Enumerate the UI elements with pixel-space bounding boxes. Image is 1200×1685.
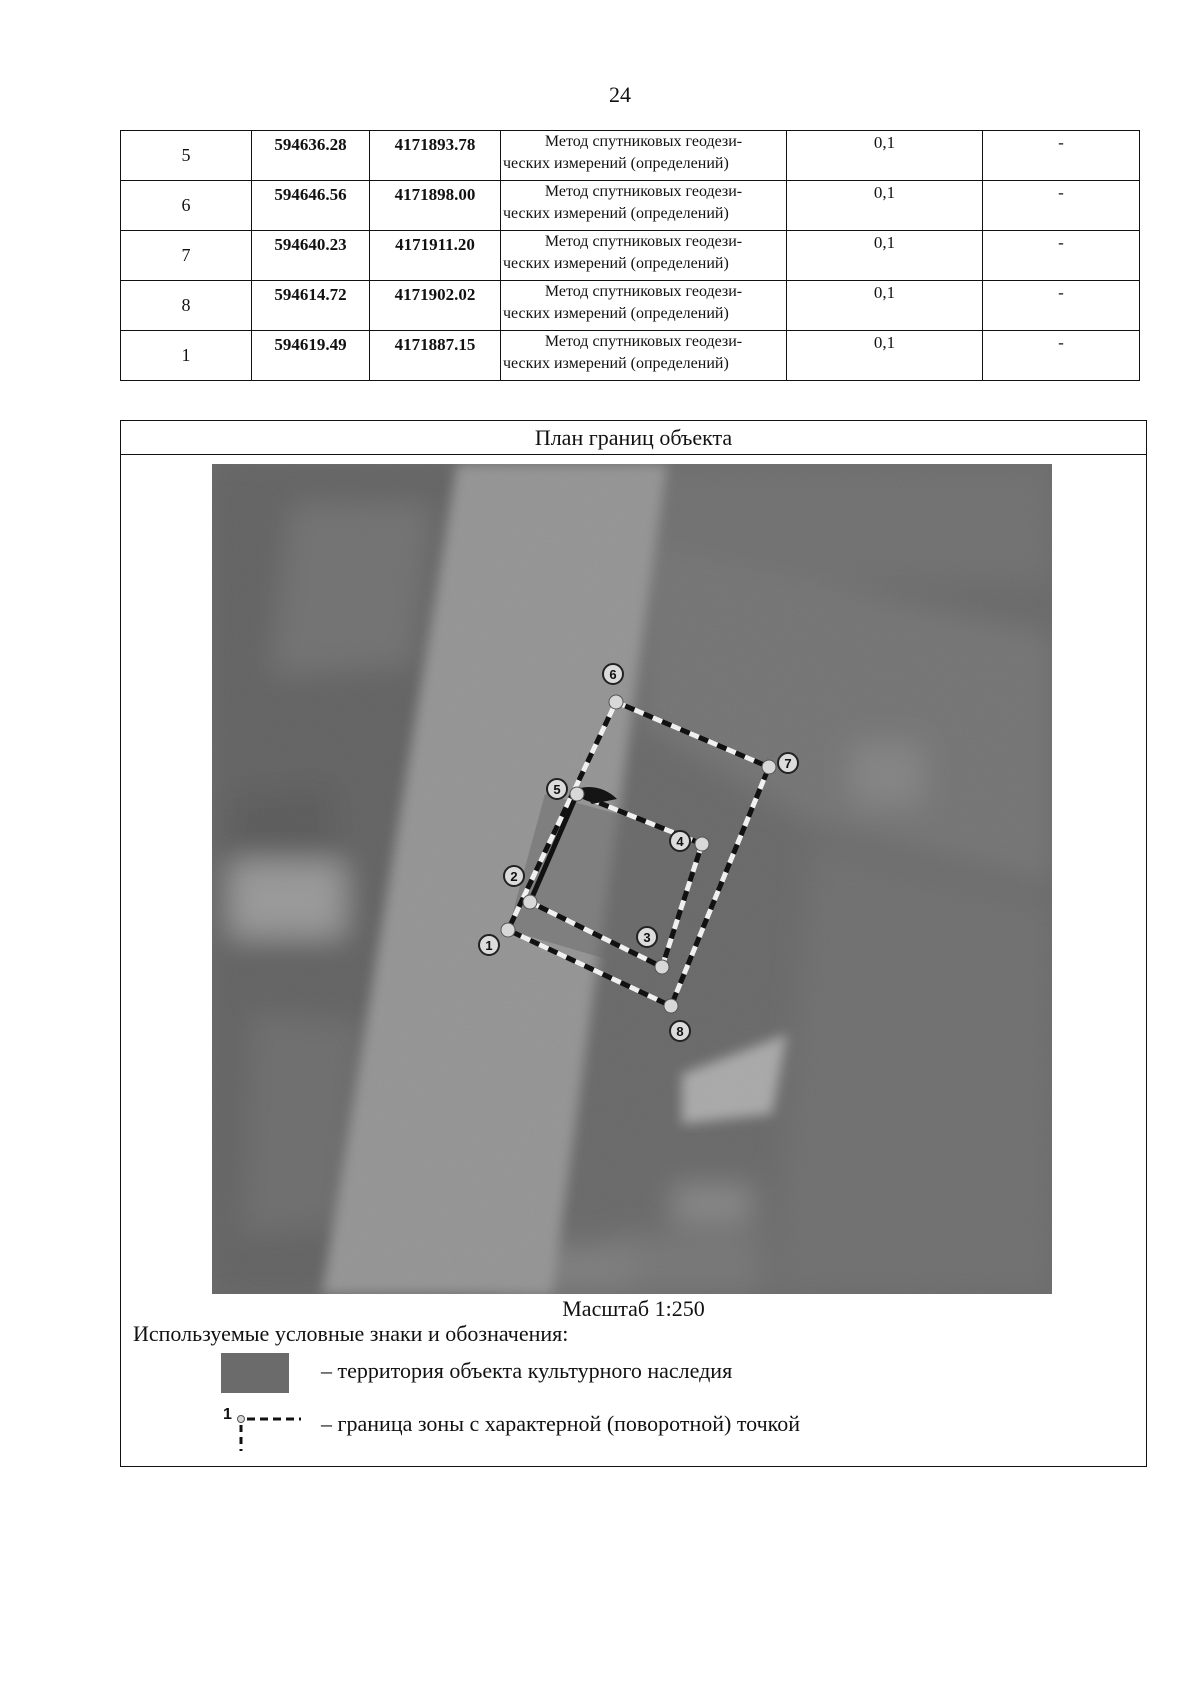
point-label-3	[637, 927, 657, 947]
method-line-1: Метод спутниковых геодези-	[544, 333, 743, 350]
satellite-map	[212, 464, 1052, 1294]
svg-text:1: 1	[485, 938, 493, 953]
method-line-2: ческих измерений (определений)	[503, 355, 729, 372]
point-number-cell: 6	[121, 181, 252, 231]
method-cell	[501, 131, 787, 181]
point-number-cell: 1	[121, 331, 252, 381]
x-coordinate-cell: 594646.56	[252, 181, 370, 231]
svg-text:4: 4	[676, 834, 684, 849]
page-number: 24	[609, 82, 631, 107]
accuracy-cell: 0,1	[787, 281, 983, 331]
boundary-line-icon	[221, 1403, 311, 1453]
method-cell	[501, 281, 787, 331]
y-coordinate-cell: 4171893.78	[370, 131, 501, 181]
table-row	[121, 281, 1140, 331]
accuracy-cell: 0,1	[787, 181, 983, 231]
point-number-cell: 5	[121, 131, 252, 181]
x-coordinate-cell: 594614.72	[252, 281, 370, 331]
x-coordinate-cell: 594636.28	[252, 131, 370, 181]
method-cell	[501, 231, 787, 281]
note-cell: -	[983, 131, 1140, 181]
method-line-2: ческих измерений (определений)	[503, 155, 729, 172]
coordinates-table	[120, 130, 1140, 381]
method-line-2: ческих измерений (определений)	[503, 255, 729, 272]
table-row	[121, 181, 1140, 231]
method-line-2: ческих измерений (определений)	[503, 205, 729, 222]
point-label-7	[778, 753, 798, 773]
territory-swatch	[221, 1353, 289, 1393]
method-line-1: Метод спутниковых геодези-	[544, 133, 743, 150]
method-line-1: Метод спутниковых геодези-	[544, 233, 743, 250]
plan-frame	[120, 420, 1147, 1467]
svg-text:3: 3	[643, 930, 651, 945]
point-label-6	[603, 664, 623, 684]
method-line-1: Метод спутниковых геодези-	[544, 183, 743, 200]
svg-text:5: 5	[553, 782, 561, 797]
x-coordinate-cell: 594619.49	[252, 331, 370, 381]
svg-text:7: 7	[784, 756, 792, 771]
accuracy-cell: 0,1	[787, 331, 983, 381]
note-cell: -	[983, 281, 1140, 331]
point-label-2	[504, 866, 524, 886]
legend-point-number: 1	[223, 1406, 232, 1423]
y-coordinate-cell: 4171898.00	[370, 181, 501, 231]
map-scale: Масштаб 1:250	[562, 1296, 705, 1321]
plan-title: План границ объекта	[121, 421, 1146, 455]
note-cell: -	[983, 331, 1140, 381]
y-coordinate-cell: 4171887.15	[370, 331, 501, 381]
point-label-1	[479, 935, 499, 955]
method-cell	[501, 331, 787, 381]
point-number-cell: 8	[121, 281, 252, 331]
method-cell	[501, 181, 787, 231]
accuracy-cell: 0,1	[787, 231, 983, 281]
y-coordinate-cell: 4171911.20	[370, 231, 501, 281]
svg-text:6: 6	[609, 667, 617, 682]
legend-territory-label: – территория объекта культурного наследия	[321, 1358, 733, 1383]
point-label-5	[547, 779, 567, 799]
note-cell: -	[983, 231, 1140, 281]
point-number-cell: 7	[121, 231, 252, 281]
table-row	[121, 131, 1140, 181]
svg-text:8: 8	[676, 1024, 684, 1039]
point-label-8	[670, 1021, 690, 1041]
legend-boundary-label: – граница зоны с характерной (поворотной) точкой	[321, 1411, 801, 1436]
point-label-4	[670, 831, 690, 851]
y-coordinate-cell: 4171902.02	[370, 281, 501, 331]
table-row	[121, 331, 1140, 381]
method-line-1: Метод спутниковых геодези-	[544, 283, 743, 300]
x-coordinate-cell: 594640.23	[252, 231, 370, 281]
svg-text:2: 2	[510, 869, 518, 884]
method-line-2: ческих измерений (определений)	[503, 305, 729, 322]
accuracy-cell: 0,1	[787, 131, 983, 181]
note-cell: -	[983, 181, 1140, 231]
legend-heading: Используемые условные знаки и обозначения:	[133, 1321, 569, 1346]
table-row	[121, 231, 1140, 281]
